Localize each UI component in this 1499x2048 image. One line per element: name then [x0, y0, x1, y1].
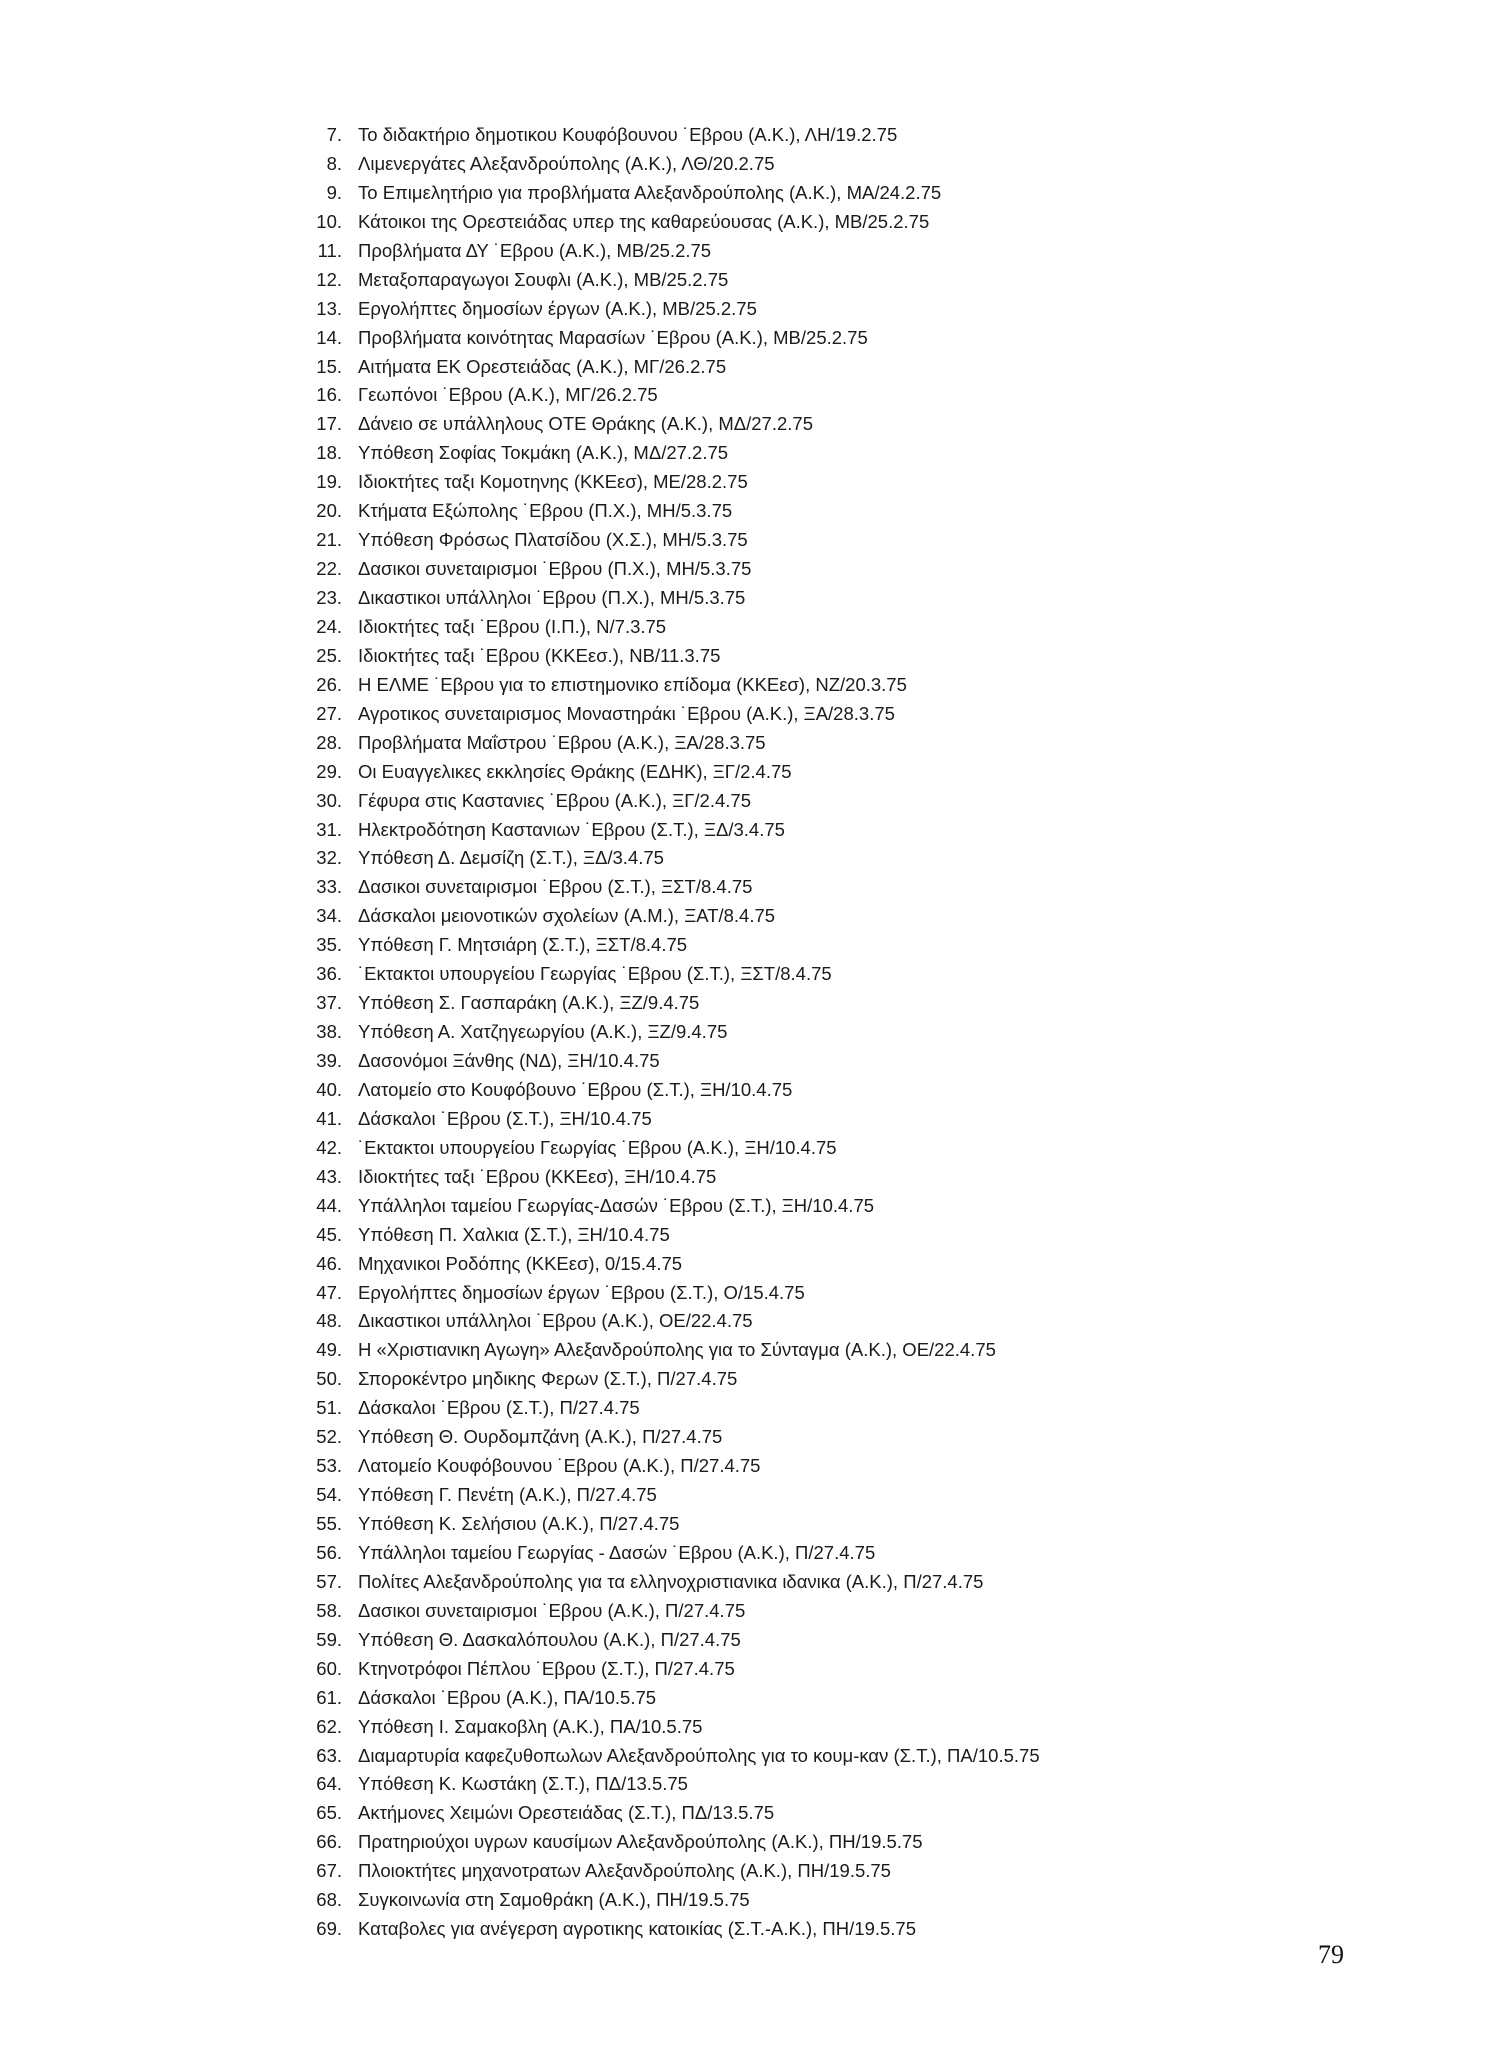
list-item	[300, 208, 1300, 237]
item-text: Προβλήματα ΔΥ ˙Εβρου (Α.Κ.), ΜΒ/25.2.75	[358, 239, 712, 261]
item-text: Προβλήματα κοινότητας Μαρασίων ˙Εβρου (Α.Κ.), ΜΒ/25.2.75	[358, 326, 868, 348]
item-text: Υπόθεση Κ. Κωστάκη (Σ.Τ.), ΠΔ/13.5.75	[358, 1773, 688, 1795]
list-item	[300, 1279, 1300, 1308]
item-number: 17.	[316, 413, 342, 435]
item-number: 31.	[316, 818, 342, 840]
item-text: Δασικοι συνεταιρισμοι ˙Εβρου (Α.Κ.), Π/27.4.75	[358, 1599, 746, 1621]
item-number: 33.	[316, 876, 342, 898]
item-number: 35.	[316, 934, 342, 956]
item-text: ˙Εκτακτοι υπουργείου Γεωργίας ˙Εβρου (Σ.Τ.), ΞΣΤ/8.4.75	[358, 963, 832, 985]
list-item	[300, 1307, 1300, 1336]
item-text: Λατομείο Κουφόβουνου ˙Εβρου (Α.Κ.), Π/27.4.75	[358, 1455, 761, 1477]
item-text: Υπόθεση Σ. Γασπαράκη (Α.Κ.), ΞΖ/9.4.75	[358, 992, 700, 1014]
item-number: 28.	[316, 731, 342, 753]
item-number: 48.	[316, 1310, 342, 1332]
item-text: Ακτήμονες Χειμώνι Ορεστειάδας (Σ.Τ.), ΠΔ/13.5.75	[358, 1802, 775, 1824]
list-item	[300, 497, 1300, 526]
list-item	[300, 758, 1300, 787]
item-text: Οι Ευαγγελικες εκκλησίες Θράκης (ΕΔΗΚ), ΞΓ/2.4.75	[358, 760, 792, 782]
item-text: Κτηνοτρόφοι Πέπλου ˙Εβρου (Σ.Τ.), Π/27.4.75	[358, 1657, 735, 1679]
item-number: 37.	[316, 992, 342, 1014]
item-text: Υπάλληλοι ταμείου Γεωργίας-Δασών ˙Εβρου (Σ.Τ.), ΞΗ/10.4.75	[358, 1194, 875, 1216]
item-text: Υπόθεση Δ. Δεμσίζη (Σ.Τ.), ΞΔ/3.4.75	[358, 847, 664, 869]
item-text: Ηλεκτροδότηση Καστανιων ˙Εβρου (Σ.Τ.), ΞΔ/3.4.75	[358, 818, 785, 840]
item-number: 45.	[316, 1223, 342, 1245]
list-item	[300, 237, 1300, 266]
item-number: 27.	[316, 702, 342, 724]
item-text: Ιδιοκτήτες ταξι Κομοτηνης (ΚΚΕεσ), ΜΕ/28.2.75	[358, 471, 748, 493]
list-item	[300, 381, 1300, 410]
item-text: Αιτήματα ΕΚ Ορεστειάδας (Α.Κ.), ΜΓ/26.2.75	[358, 355, 727, 377]
list-item	[300, 1713, 1300, 1742]
item-text: Γεωπόνοι ˙Εβρου (Α.Κ.), ΜΓ/26.2.75	[358, 384, 658, 406]
item-number: 49.	[316, 1339, 342, 1361]
list-item	[300, 1192, 1300, 1221]
list-item	[300, 729, 1300, 758]
list-item	[300, 960, 1300, 989]
list-item	[300, 295, 1300, 324]
list-item	[300, 989, 1300, 1018]
item-number: 41.	[316, 1107, 342, 1129]
list-item	[300, 1221, 1300, 1250]
item-number: 22.	[316, 558, 342, 580]
list-item	[300, 873, 1300, 902]
list-item	[300, 1857, 1300, 1886]
item-number: 44.	[316, 1194, 342, 1216]
list-item	[300, 1134, 1300, 1163]
item-text: Ιδιοκτήτες ταξι ˙Εβρου (ΚΚΕεσ), ΞΗ/10.4.75	[358, 1165, 717, 1187]
list-item	[300, 439, 1300, 468]
entry-list	[300, 121, 1300, 1944]
item-text: Υπόθεση Π. Χαλκια (Σ.Τ.), ΞΗ/10.4.75	[358, 1223, 670, 1245]
list-item	[300, 1770, 1300, 1799]
list-item	[300, 1336, 1300, 1365]
item-number: 26.	[316, 673, 342, 695]
list-item	[300, 1365, 1300, 1394]
item-text: Σποροκέντρο μηδικης Φερων (Σ.Τ.), Π/27.4.75	[358, 1368, 738, 1390]
item-number: 16.	[316, 384, 342, 406]
item-number: 67.	[316, 1860, 342, 1882]
list-item	[300, 787, 1300, 816]
item-text: Κάτοικοι της Ορεστειάδας υπερ της καθαρεύουσας (Α.Κ.), ΜΒ/25.2.75	[358, 210, 930, 232]
item-number: 39.	[316, 1050, 342, 1071]
list-item	[300, 1799, 1300, 1828]
list-item	[300, 1076, 1300, 1105]
list-item	[300, 1684, 1300, 1713]
item-number: 24.	[316, 615, 342, 637]
item-number: 42.	[316, 1136, 342, 1158]
item-number: 15.	[316, 355, 342, 377]
item-text: Υπόθεση Θ. Δασκαλόπουλου (Α.Κ.), Π/27.4.75	[358, 1628, 741, 1650]
list-item	[300, 1163, 1300, 1192]
item-number: 61.	[316, 1686, 342, 1708]
item-number: 64.	[316, 1773, 342, 1795]
list-item	[300, 1886, 1300, 1915]
item-number: 66.	[316, 1831, 342, 1853]
item-number: 58.	[316, 1599, 342, 1621]
item-text: ˙Εκτακτοι υπουργείου Γεωργίας ˙Εβρου (Α.Κ.), ΞΗ/10.4.75	[358, 1136, 837, 1158]
list-item	[300, 902, 1300, 931]
item-text: Κτήματα Εξώπολης ˙Εβρου (Π.Χ.), ΜΗ/5.3.75	[358, 500, 733, 522]
list-item	[300, 410, 1300, 439]
list-item	[300, 1626, 1300, 1655]
item-number: 59.	[316, 1628, 342, 1650]
list-item	[300, 584, 1300, 613]
item-text: Δασικοι συνεταιρισμοι ˙Εβρου (Π.Χ.), ΜΗ/5.3.75	[358, 558, 752, 580]
item-number: 52.	[316, 1426, 342, 1448]
item-number: 34.	[316, 905, 342, 927]
list-item	[300, 1915, 1300, 1944]
list-item	[300, 1597, 1300, 1626]
item-number: 30.	[316, 789, 342, 811]
item-text: Δάσκαλοι μειονοτικών σχολείων (Α.Μ.), ΞΑΤ/8.4.75	[358, 905, 776, 927]
item-number: 68.	[316, 1889, 342, 1911]
item-text: Δικαστικοι υπάλληλοι ˙Εβρου (Π.Χ.), ΜΗ/5.3.75	[358, 587, 746, 608]
item-number: 60.	[316, 1657, 342, 1679]
item-number: 55.	[316, 1513, 342, 1534]
item-number: 32.	[316, 847, 342, 869]
item-number: 11.	[317, 239, 342, 261]
item-text: Δασονόμοι Ξάνθης (ΝΔ), ΞΗ/10.4.75	[358, 1050, 660, 1071]
item-number: 56.	[316, 1541, 342, 1563]
list-item	[300, 324, 1300, 353]
item-number: 54.	[316, 1484, 342, 1506]
item-text: Συγκοινωνία στη Σαμοθράκη (Α.Κ.), ΠΗ/19.5.75	[358, 1889, 750, 1911]
item-text: Υπόθεση Φρόσως Πλατσίδου (Χ.Σ.), ΜΗ/5.3.75	[358, 529, 748, 551]
item-text: Υπόθεση Ι. Σαμακοβλη (Α.Κ.), ΠΑ/10.5.75	[358, 1715, 703, 1737]
item-text: Υπόθεση Γ. Μητσιάρη (Σ.Τ.), ΞΣΤ/8.4.75	[358, 934, 688, 956]
list-item	[300, 121, 1300, 150]
item-text: Δικαστικοι υπάλληλοι ˙Εβρου (Α.Κ.), ΟΕ/22.4.75	[358, 1310, 753, 1332]
item-number: 47.	[316, 1281, 342, 1303]
item-number: 18.	[316, 442, 342, 464]
item-number: 36.	[316, 963, 342, 985]
list-item	[300, 1655, 1300, 1684]
item-number: 19.	[316, 471, 342, 493]
item-text: Το Επιμελητήριο για προβλήματα Αλεξανδρούπολης (Α.Κ.), ΜΑ/24.2.75	[358, 181, 942, 203]
item-number: 38.	[316, 1021, 342, 1043]
item-text: Εργολήπτες δημοσίων έργων (Α.Κ.), ΜΒ/25.2.75	[358, 297, 757, 319]
list-item	[300, 613, 1300, 642]
list-item	[300, 1510, 1300, 1539]
list-item	[300, 1539, 1300, 1568]
item-number: 65.	[316, 1802, 342, 1824]
item-text: Δάσκαλοι ˙Εβρου (Α.Κ.), ΠΑ/10.5.75	[358, 1686, 657, 1708]
item-number: 21.	[316, 529, 342, 551]
item-text: Υπάλληλοι ταμείου Γεωργίας - Δασών ˙Εβρου (Α.Κ.), Π/27.4.75	[358, 1541, 876, 1563]
list-item	[300, 700, 1300, 729]
item-text: Λιμενεργάτες Αλεξανδρούπολης (Α.Κ.), ΛΘ/20.2.75	[358, 152, 775, 174]
list-item	[300, 526, 1300, 555]
item-text: Μηχανικοι Ροδόπης (ΚΚΕεσ), 0/15.4.75	[358, 1252, 683, 1274]
item-text: Η ΕΛΜΕ ˙Εβρου για το επιστημονικο επίδομα (ΚΚΕεσ), ΝΖ/20.3.75	[358, 673, 907, 695]
item-number: 62.	[316, 1715, 342, 1737]
list-item	[300, 1394, 1300, 1423]
list-item	[300, 642, 1300, 671]
list-item	[300, 1018, 1300, 1047]
list-item	[300, 844, 1300, 873]
item-text: Λατομείο στο Κουφόβουνο ˙Εβρου (Σ.Τ.), ΞΗ/10.4.75	[358, 1078, 793, 1100]
item-text: Διαμαρτυρία καφεζυθοπωλων Αλεξανδρούπολης για το κουμ-καν (Σ.Τ.), ΠΑ/10.5.75	[358, 1744, 1040, 1766]
item-number: 53.	[316, 1455, 342, 1477]
list-item	[300, 1828, 1300, 1857]
item-number: 69.	[316, 1918, 342, 1940]
item-text: Πολίτες Αλεξανδρούπολης για τα ελληνοχριστιανικα ιδανικα (Α.Κ.), Π/27.4.75	[358, 1570, 984, 1592]
item-text: Το διδακτήριο δημοτικου Κουφόβουνου ˙Εβρου (Α.Κ.), ΛΗ/19.2.75	[358, 124, 898, 145]
item-text: Δάσκαλοι ˙Εβρου (Σ.Τ.), ΞΗ/10.4.75	[358, 1107, 652, 1129]
item-text: Δάνειο σε υπάλληλους ΟΤΕ Θράκης (Α.Κ.), ΜΔ/27.2.75	[358, 413, 813, 435]
item-number: 13.	[316, 297, 342, 319]
item-text: Η «Χριστιανικη Αγωγη» Αλεξανδρούπολης για το Σύνταγμα (Α.Κ.), ΟΕ/22.4.75	[358, 1339, 996, 1361]
list-item	[300, 1047, 1300, 1076]
item-text: Ιδιοκτήτες ταξι ˙Εβρου (Ι.Π.), Ν/7.3.75	[358, 615, 667, 637]
item-text: Υπόθεση Γ. Πενέτη (Α.Κ.), Π/27.4.75	[358, 1484, 657, 1506]
list-item	[300, 1481, 1300, 1510]
page-number: 79	[1318, 1940, 1344, 1969]
list-item	[300, 555, 1300, 584]
item-number: 51.	[316, 1397, 342, 1419]
list-item	[300, 468, 1300, 497]
list-item	[300, 1423, 1300, 1452]
item-number: 46.	[316, 1252, 342, 1274]
item-number: 9.	[326, 181, 342, 203]
item-number: 63.	[316, 1744, 342, 1766]
item-number: 14.	[316, 326, 342, 348]
item-text: Καταβολες για ανέγερση αγροτικης κατοικίας (Σ.Τ.-Α.Κ.), ΠΗ/19.5.75	[358, 1918, 917, 1940]
item-text: Προβλήματα Μαΐστρου ˙Εβρου (Α.Κ.), ΞΑ/28.3.75	[358, 731, 766, 753]
item-text: Γέφυρα στις Καστανιες ˙Εβρου (Α.Κ.), ΞΓ/2.4.75	[358, 789, 751, 811]
item-number: 43.	[316, 1165, 342, 1187]
item-number: 7.	[326, 124, 342, 145]
item-number: 25.	[316, 644, 342, 666]
list-item	[300, 671, 1300, 700]
item-text: Υπόθεση Θ. Ουρδομπζάνη (Α.Κ.), Π/27.4.75	[358, 1426, 723, 1448]
item-text: Αγροτικος συνεταιρισμος Μοναστηράκι ˙Εβρου (Α.Κ.), ΞΑ/28.3.75	[358, 702, 895, 724]
item-number: 29.	[316, 760, 342, 782]
list-item	[300, 150, 1300, 179]
item-text: Δασικοι συνεταιρισμοι ˙Εβρου (Σ.Τ.), ΞΣΤ/8.4.75	[358, 876, 753, 898]
item-text: Υπόθεση Α. Χατζηγεωργίου (Α.Κ.), ΞΖ/9.4.75	[358, 1021, 728, 1043]
list-item	[300, 1250, 1300, 1279]
item-number: 50.	[316, 1368, 342, 1390]
item-text: Ιδιοκτήτες ταξι ˙Εβρου (ΚΚΕεσ.), ΝΒ/11.3.75	[358, 644, 721, 666]
list-item	[300, 353, 1300, 382]
item-text: Πλοιοκτήτες μηχανοτρατων Αλεξανδρούπολης (Α.Κ.), ΠΗ/19.5.75	[358, 1860, 891, 1882]
list-item	[300, 266, 1300, 295]
item-number: 8.	[326, 152, 342, 174]
item-text: Μεταξοπαραγωγοι Σουφλι (Α.Κ.), ΜΒ/25.2.75	[358, 268, 729, 290]
item-text: Δάσκαλοι ˙Εβρου (Σ.Τ.), Π/27.4.75	[358, 1397, 640, 1419]
item-number: 57.	[316, 1570, 342, 1592]
item-number: 20.	[316, 500, 342, 522]
item-number: 12.	[316, 268, 342, 290]
item-text: Εργολήπτες δημοσίων έργων ˙Εβρου (Σ.Τ.), Ο/15.4.75	[358, 1281, 805, 1303]
list-item	[300, 1742, 1300, 1771]
list-item	[300, 816, 1300, 845]
item-number: 40.	[316, 1078, 342, 1100]
list-item	[300, 931, 1300, 960]
list-item	[300, 1105, 1300, 1134]
list-item	[300, 179, 1300, 208]
item-text: Πρατηριούχοι υγρων καυσίμων Αλεξανδρούπολης (Α.Κ.), ΠΗ/19.5.75	[358, 1831, 923, 1853]
list-item	[300, 1452, 1300, 1481]
item-number: 23.	[316, 587, 342, 608]
item-text: Υπόθεση Σοφίας Τοκμάκη (Α.Κ.), ΜΔ/27.2.75	[358, 442, 729, 464]
item-text: Υπόθεση Κ. Σελήσιου (Α.Κ.), Π/27.4.75	[358, 1513, 680, 1534]
item-number: 10.	[316, 210, 342, 232]
list-item	[300, 1568, 1300, 1597]
